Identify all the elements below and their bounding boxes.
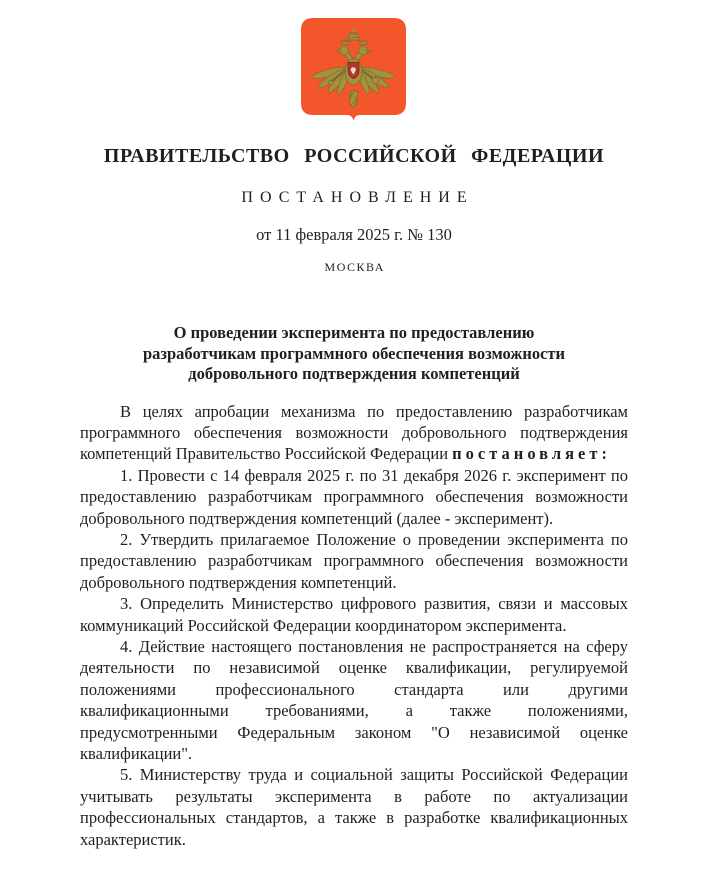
decree-item-2: 2. Утвердить прилагаемое Положение о проведении эксперимента по предоставлению разработчикам программного обеспечения возможности добровольного подтверждения компетенций. (80, 529, 628, 592)
intro-text: В целях апробации механизма по предоставлению разработчикам программного обеспечения возможности добровольного подтверждения компетенций Правительство Российской Федерации (80, 401, 628, 464)
decree-title-line: О проведении эксперимента по предоставлению (173, 323, 535, 342)
decree-item-1: 1. Провести с 14 февраля 2025 г. по 31 декабря 2026 г. эксперимент по предоставлению разработчикам программного обеспечения возможности добровольного подтверждения компетенций (далее - эксперимент). (80, 465, 628, 528)
date-and-number: от 11 февраля 2025 г. № 130 (256, 225, 452, 244)
decree-title-line: добровольного подтверждения компетенций (188, 364, 520, 383)
issuing-authority: ПРАВИТЕЛЬСТВО РОССИЙСКОЙ ФЕДЕРАЦИИ (103, 145, 605, 167)
decree-title (80, 323, 628, 385)
decree-item-4: 4. Действие настоящего постановления не распространяется на сферу деятельности по независимой оценке квалификации, регулируемой положениями профессионального стандарта или другими квалификационными требованиями, а также положениями, предусмотренными Федеральным законом "О независимой оценке квалификации". (80, 636, 628, 763)
resolves-emphasis: постановляет: (452, 444, 611, 464)
decree-item-3: 3. Определить Министерство цифрового развития, связи и массовых коммуникаций Российской Федерации координатором эксперимента. (80, 594, 628, 635)
russia-coat-of-arms-icon (300, 17, 407, 122)
document-type: ПОСТАНОВЛЕНИЕ (241, 189, 474, 206)
decree-item-5: 5. Министерству труда и социальной защиты Российской Федерации учитывать результаты эксперимента в работе по актуализации профессиональных стандартов, а также в разработке квалификационных характеристик. (80, 765, 628, 849)
intro-paragraph (80, 401, 628, 465)
decree-body (80, 401, 628, 851)
place-of-issue: МОСКВА (324, 260, 385, 274)
decree-title-line: разработчикам программного обеспечения возможности (142, 343, 566, 363)
